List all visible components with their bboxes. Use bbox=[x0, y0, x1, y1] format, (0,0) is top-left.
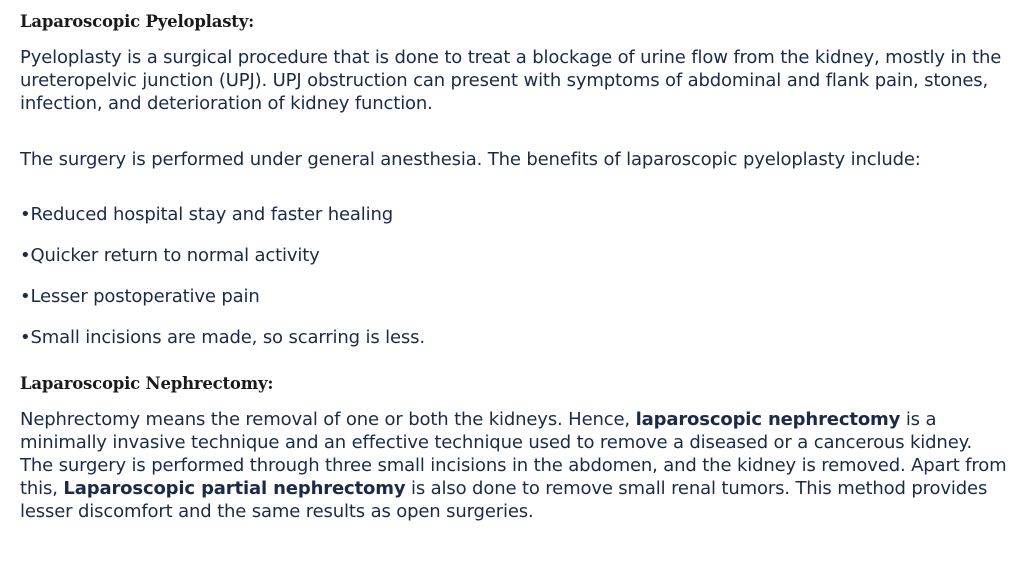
benefit-item: •Quicker return to normal activity bbox=[20, 245, 320, 266]
nephrectomy-text-part3: is also done to remove small renal tumors. This method provides lesser discomfort and the same results as open surgeries. bbox=[20, 478, 988, 522]
section-heading-pyeloplasty: Laparoscopic Pyeloplasty: bbox=[20, 12, 255, 31]
nephrectomy-text-part1: Nephrectomy means the removal of one or both the kidneys. Hence, bbox=[20, 409, 636, 430]
partial-nephrectomy-bold-term: Laparoscopic partial nephrectomy bbox=[63, 478, 406, 499]
benefits-list bbox=[20, 203, 425, 367]
benefit-item: •Small incisions are made, so scarring is less. bbox=[20, 327, 425, 348]
pyeloplasty-intro-paragraph: Pyeloplasty is a surgical procedure that is done to treat a blockage of urine flow from the kidney, mostly in the ureteropelvic junction (UPJ). UPJ obstruction can present with symptoms of abdominal and flank pain, stones, infection, and deterioration of kidney function. bbox=[20, 47, 1002, 114]
nephrectomy-bold-term: laparoscopic nephrectomy bbox=[635, 409, 901, 430]
benefit-item: •Lesser postoperative pain bbox=[20, 286, 260, 307]
nephrectomy-text-part2: is a minimally invasive technique and an effective technique used to remove a diseased or a cancerous kidney. The surgery is performed through three small incisions in the abdomen, and the kidney is removed. Apart from this, bbox=[20, 409, 1007, 499]
benefits-intro-paragraph: The surgery is performed under general anesthesia. The benefits of laparoscopic pyeloplasty include: bbox=[20, 149, 921, 170]
section-heading-nephrectomy: Laparoscopic Nephrectomy: bbox=[20, 374, 274, 393]
benefit-item: •Reduced hospital stay and faster healing bbox=[20, 204, 394, 225]
nephrectomy-paragraph bbox=[20, 408, 1010, 523]
